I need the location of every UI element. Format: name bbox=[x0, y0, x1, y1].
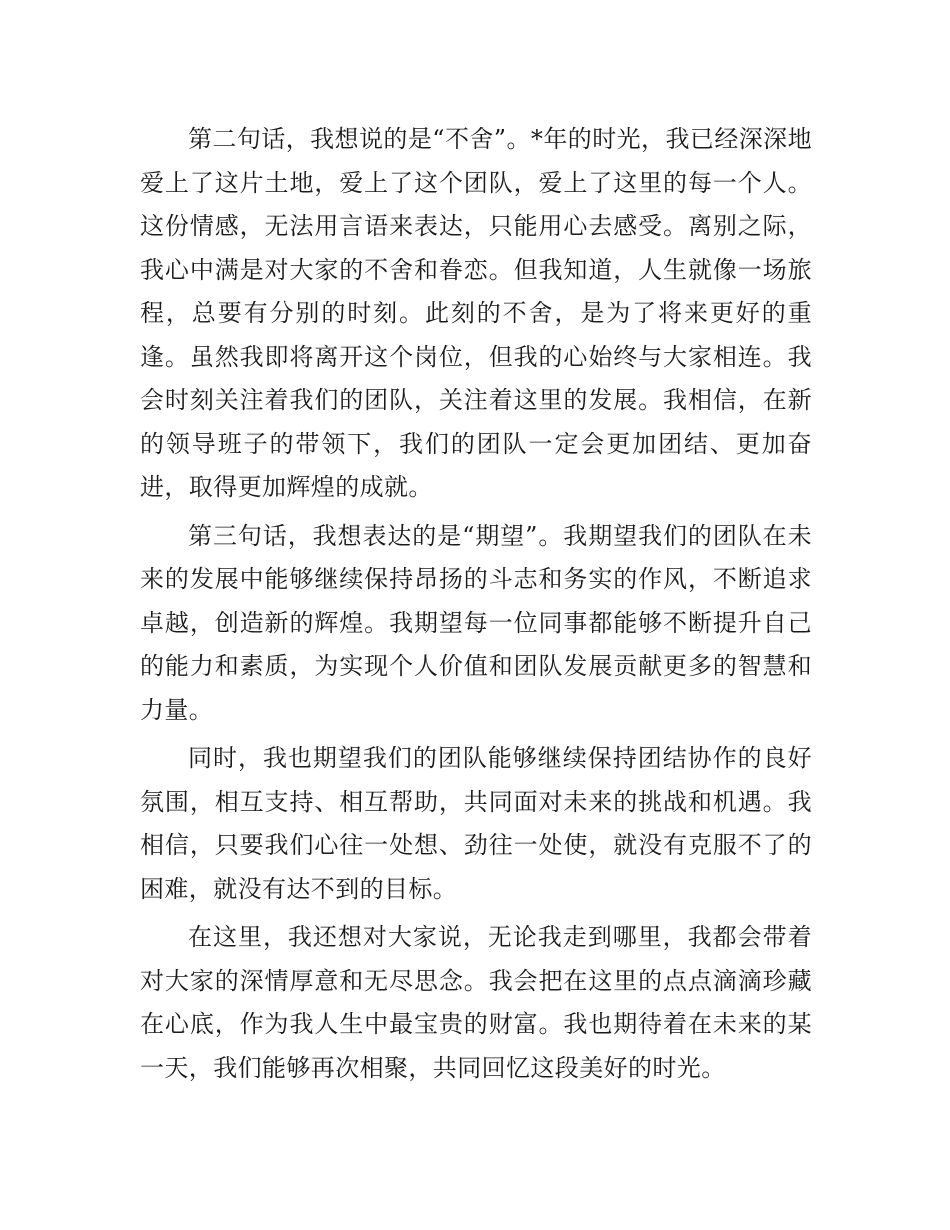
paragraph-expectation: 第三句话，我想表达的是“期望”。我期望我们的团队在未来的发展中能够继续保持昂扬的斗志和务实的作风，不断追求卓越，创造新的辉煌。我期望每一位同事都能够不断提升自己的能力和素质，为实现个人价值和团队发展贡献更多的智慧和力量。 bbox=[140, 521, 812, 724]
paragraph-reluctance: 第二句话，我想说的是“不舍”。*年的时光，我已经深深地爱上了这片土地，爱上了这个团队，爱上了这里的每一个人。这份情感，无法用言语来表达，只能用心去感受。离别之际，我心中满是对大家的不舍和眷恋。但我知道，人生就像一场旅程，总要有分别的时刻。此刻的不舍，是为了将来更好的重逢。虽然我即将离开这个岗位，但我的心始终与大家相连。我会时刻关注着我们的团队，关注着这里的发展。我相信，在新的领导班子的带领下，我们的团队一定会更加团结、更加奋进，取得更加辉煌的成就。 bbox=[140, 125, 812, 501]
paragraph-teamwork: 同时，我也期望我们的团队能够继续保持团结协作的良好氛围，相互支持、相互帮助，共同面对未来的挑战和机遇。我相信，只要我们心往一处想、劲往一处使，就没有克服不了的困难，就没有达不到的目标。 bbox=[140, 744, 812, 903]
document-body bbox=[140, 118, 812, 1095]
paragraph-farewell: 在这里，我还想对大家说，无论我走到哪里，我都会带着对大家的深情厚意和无尽思念。我会把在这里的点点滴滴珍藏在心底，作为我人生中最宝贵的财富。我也期待着在未来的某一天，我们能够再次相聚，共同回忆这段美好的时光。 bbox=[140, 923, 812, 1082]
